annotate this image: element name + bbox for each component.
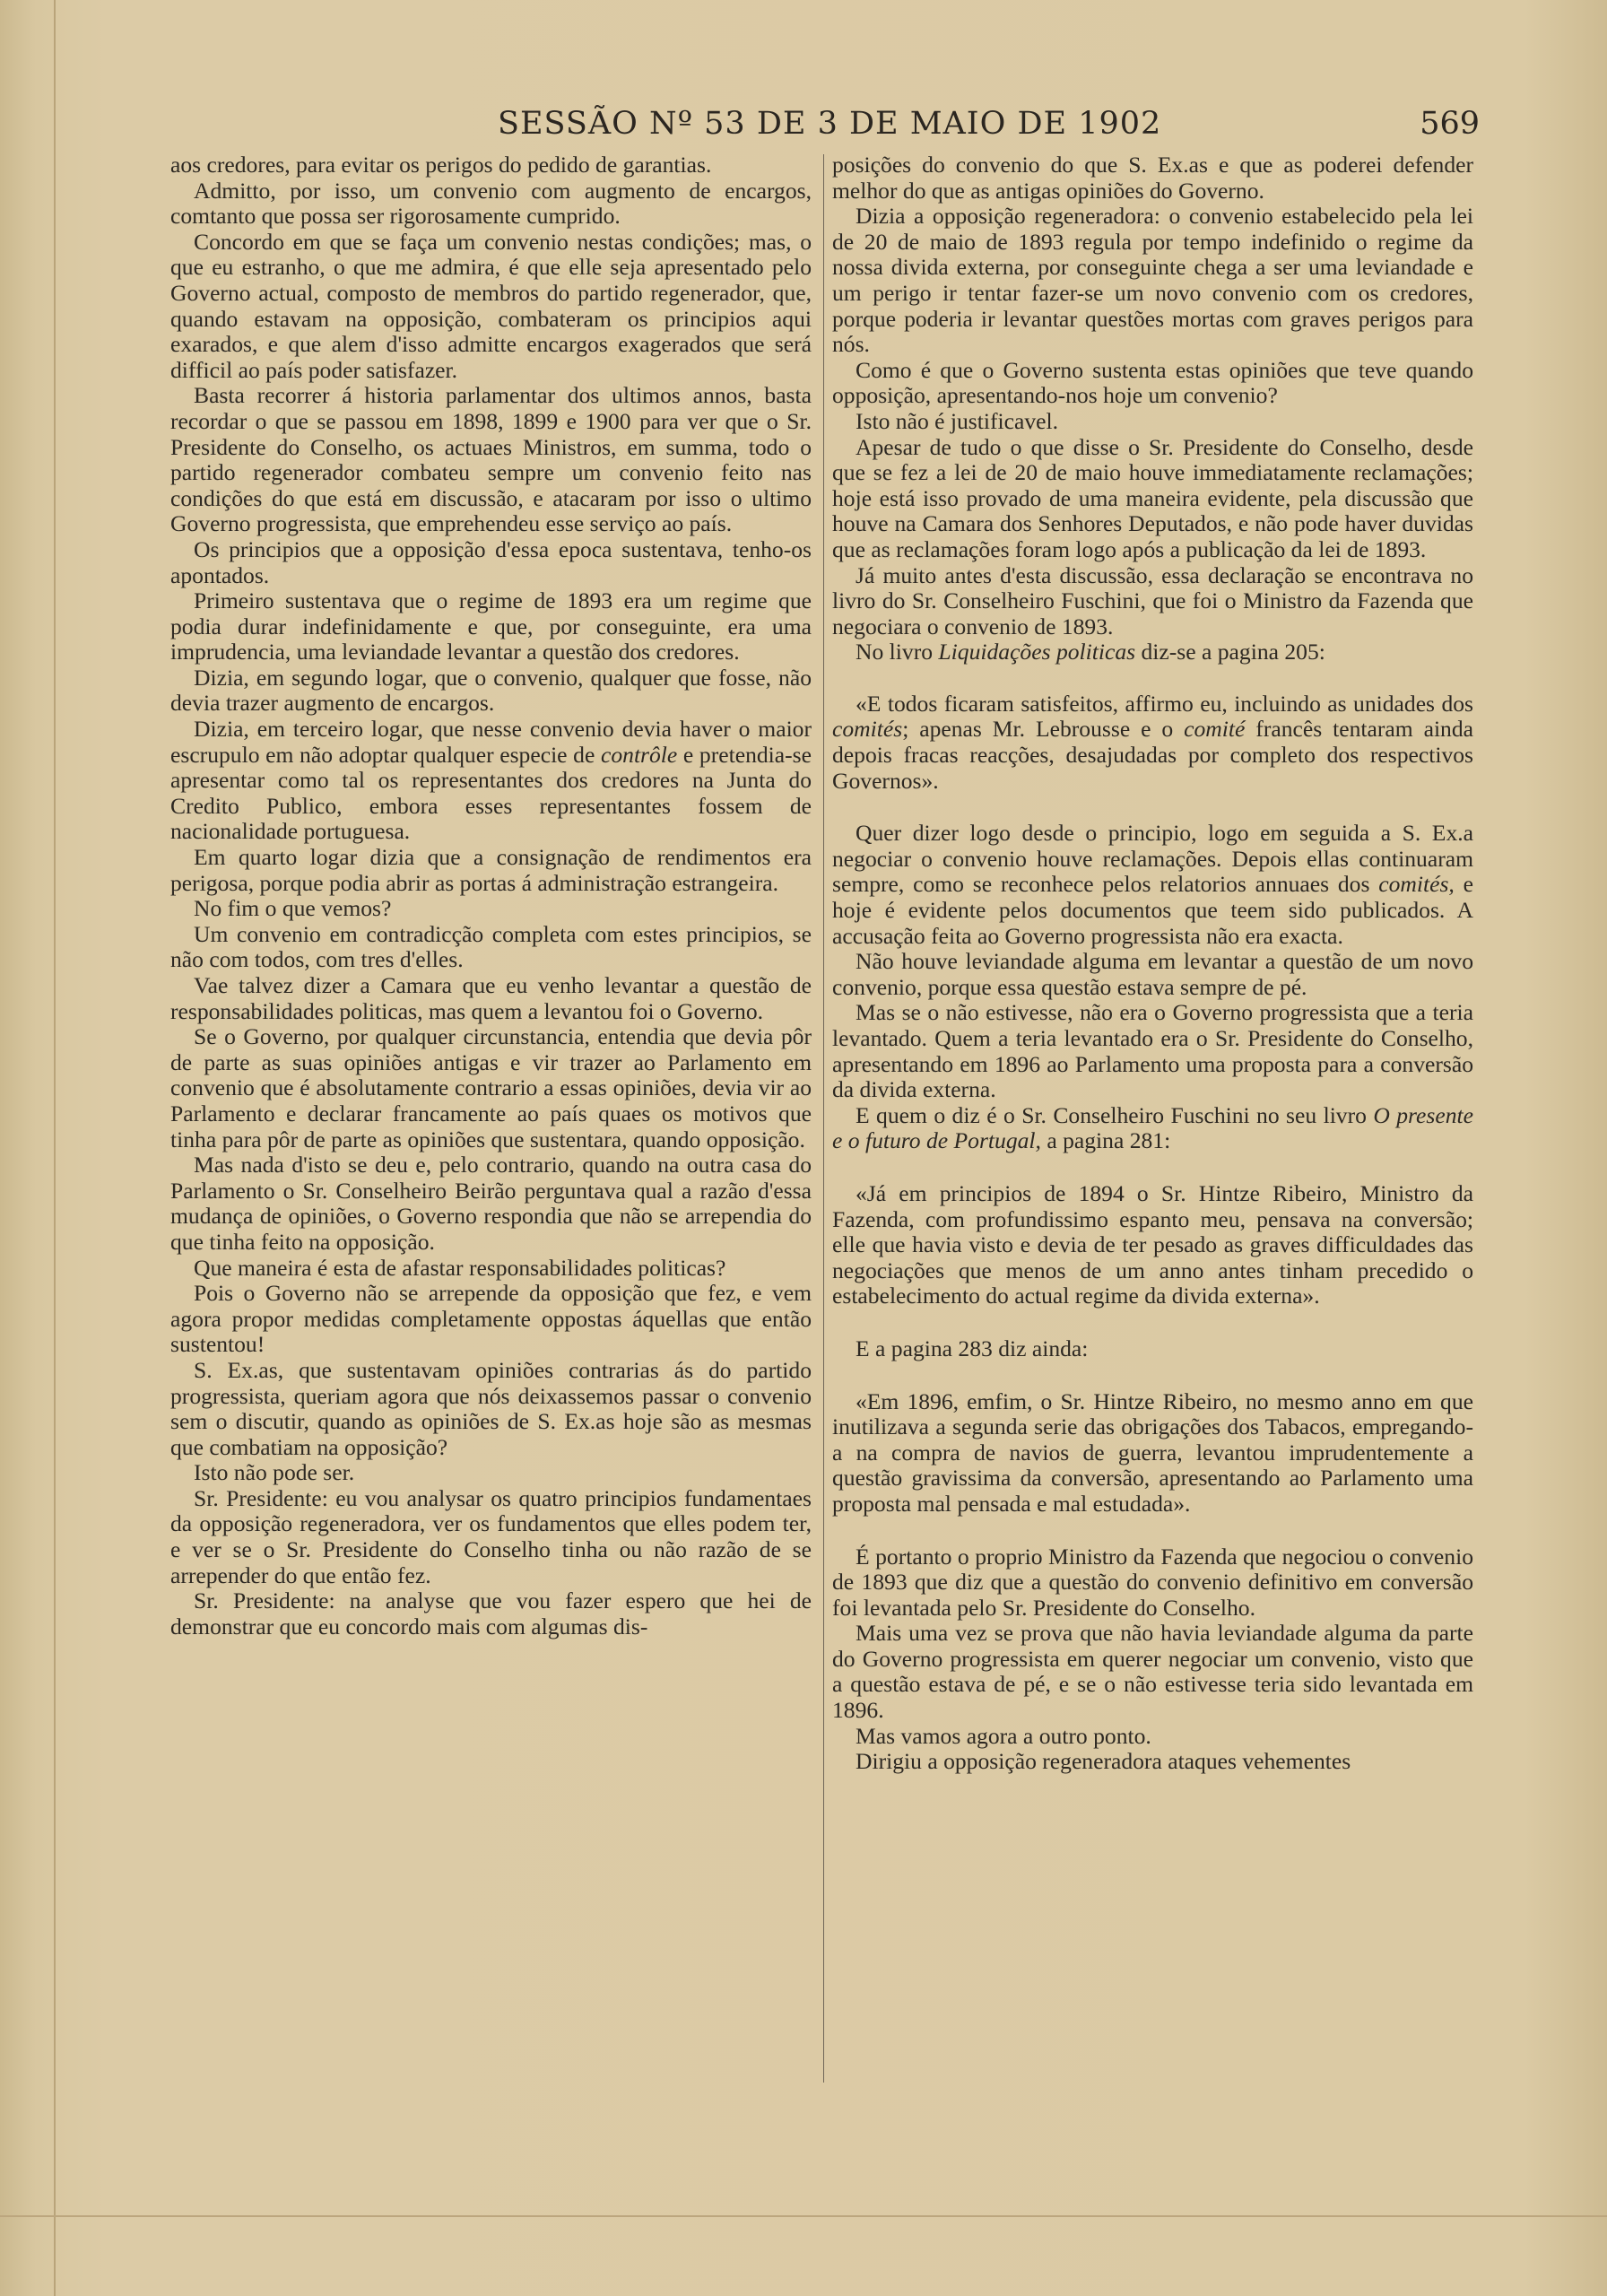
paragraph: Isto não é justificavel. (856, 407, 1059, 434)
page-header (170, 100, 1480, 151)
paragraph: Como é que o Governo sustenta estas opiniões que teve quando opposição, apresentando-nos hoje um convenio? (832, 356, 1473, 409)
paragraph: Apesar de tudo o que disse o Sr. Presidente do Conselho, desde que se fez a lei de 20 de maio houve immediatamente reclamações; hoje está isso provado de uma maneira evidente, pela discussão que houve na Camara dos Senhores Deputados, e não pode haver duvidas que as reclamações foram logo após a publicação da lei de 1893. (832, 433, 1473, 562)
book-title: O presente e o futuro de Portugal, (832, 1101, 1473, 1154)
paragraph: Mas se o não estivesse, não era o Governo progressista que a teria levantado. Quem a teria levantado era o Sr. Presidente do Conselho, apresentando em 1896 ao Parlamento uma proposta para a conversão da divida externa. (832, 999, 1473, 1103)
paragraph: Basta recorrer á historia parlamentar dos ultimos annos, basta recordar o que se passou em 1898, 1899 e 1900 para ver que o Sr. Presidente do Conselho, os actuaes Ministros, em summa, todo o partido regenerador combateu sempre um convenio feito nas condições do que está em discussão, e atacaram por isso o ultimo Governo progressista, que emprehendeu esse serviço ao país. (170, 382, 812, 537)
paragraph: S. Ex.as, que sustentavam opiniões contrarias ás do partido progressista, queriam agora que nós deixassemos passar o convenio sem o discutir, quando as opiniões de S. Ex.as hoje são as mesmas que combatiam na opposição? (170, 1356, 812, 1460)
italic-term: comités, (1378, 871, 1455, 898)
book-title: Liquidações politicas (938, 639, 1136, 665)
binding-edge (54, 0, 56, 2296)
quotation: «Já em principios de 1894 o Sr. Hintze Ribeiro, Ministro da Fazenda, com profundissimo espanto meu, pensava na conversão; elle que havia visto e devia de ter pesado as graves difficuldades das negociações que menos de um anno antes tinham precedido o estabelecimento do actual regime da divida externa». (832, 1179, 1473, 1309)
paragraph (170, 717, 812, 845)
paragraph: Mais uma vez se prova que não havia leviandade alguma da parte do Governo progressista em querer negociar um convenio, visto que a questão estava de pé, e se o não estivesse teria sido levantada em 1896. (832, 1620, 1473, 1724)
spacer (832, 1309, 1473, 1336)
column-divider (823, 154, 824, 2083)
session-title: SESSÃO Nº 53 DE 3 DE MAIO DE 1902 (498, 106, 1162, 142)
text-run: ; apenas Mr. Lebrousse e o (902, 716, 1185, 743)
right-column (832, 152, 1473, 1775)
quotation: «Em 1896, emfim, o Sr. Hintze Ribeiro, no mesmo anno em que inutilizava a segunda serie das obrigações dos Tabacos, empregando-a na compra de navios de guerra, levantou imprudentemente a questão gravissima da conversão, apresentando ao Parlamento uma proposta mal pensada e mal estudada». (832, 1387, 1473, 1517)
spacer (832, 665, 1473, 691)
paragraph: Já muito antes d'esta discussão, essa declaração se encontrava no livro do Sr. Conselheiro Fuschini, que foi o Ministro da Fazenda que negociara o convenio de 1893. (832, 561, 1473, 639)
paragraph: Pois o Governo não se arrepende da opposição que fez, e vem agora propor medidas completamente oppostas áquellas que então sustentou! (170, 1280, 812, 1358)
page-number: 569 (1420, 106, 1480, 142)
paragraph: Admitto, por isso, um convenio com augmento de encargos, comtanto que possa ser rigorosamente cumprido. (170, 177, 812, 230)
paragraph (832, 1103, 1473, 1154)
paragraph: Isto não pode ser. (194, 1459, 355, 1486)
paragraph: Se o Governo, por qualquer circunstancia, entendia que devia pôr de parte as suas opiniões antigas e vir trazer ao Parlamento em convenio que é absolutamente contrario a essas opiniões, devia vir ao Parlamento e declarar francamente ao país quaes os motivos que tinha para pôr de parte as opiniões que sustentara, quando opposição. (170, 1023, 812, 1152)
text-run: Dizia, em terceiro logar, que nesse convenio devia haver o maior escrupulo em não adoptar qualquer especie de (170, 716, 812, 768)
paragraph: posições do convenio do que S. Ex.as e que as poderei defender melhor do que as antigas opiniões do Governo. (832, 152, 1473, 204)
paragraph: Concordo em que se faça um convenio nestas condições; mas, o que eu estranho, o que me admira, é que elle seja apresentado pelo Governo actual, composto de membros do partido regenerador, que, quando estavam na opposição, combateram os principios aqui exarados, e que alem d'isso admitte encargos exagerados que será difficil ao país poder satisfazer. (170, 228, 812, 383)
italic-term: comités (832, 716, 903, 743)
paragraph: Que maneira é esta de afastar responsabilidades politicas? (194, 1254, 726, 1281)
spacer (832, 794, 1473, 821)
text-run: francês tentaram ainda depois fracas reacções, desajudadas por completo dos respectivos Governos». (832, 716, 1474, 794)
paragraph (832, 821, 1473, 949)
quotation (832, 691, 1473, 794)
paragraph: Dizia a opposição regeneradora: o convenio estabelecido pela lei de 20 de maio de 1893 regula por tempo indefinido o regime da nossa divida externa, por conseguinte chega a ser uma leviandade e um perigo ir tentar fazer-se um novo convenio com os credores, porque poderia ir levantar questões mortas com graves perigos para nós. (832, 203, 1473, 358)
text-run: E quem o diz é o Sr. Conselheiro Fuschini no seu livro (856, 1101, 1374, 1128)
paragraph: Dirigiu a opposição regeneradora ataques vehementes (856, 1748, 1351, 1775)
text-run: No livro (856, 639, 939, 665)
text-run: e pretendia-se apresentar como tal os representantes dos credores na Junta do Credito Publico, embora esses representantes fossem de nacionalidade portuguesa. (170, 741, 812, 845)
paragraph: E a pagina 283 diz ainda: (856, 1335, 1089, 1361)
paragraph: Mas nada d'isto se deu e, pelo contrario, quando na outra casa do Parlamento o Sr. Conselheiro Beirão perguntava qual a razão d'essa mudança de opiniões, o Governo respondia que não se arrependia do que tinha feito na opposição. (170, 1152, 812, 1255)
text-run: a pagina 281: (1040, 1127, 1171, 1154)
left-column (170, 152, 812, 1639)
paragraph: Vae talvez dizer a Camara que eu venho levantar a questão de responsabilidades politicas, mas quem a levantou foi o Governo. (170, 972, 812, 1024)
paragraph: É portanto o proprio Ministro da Fazenda que negociou o convenio de 1893 que diz que a questão do convenio definitivo em conversão foi levantada pelo Sr. Presidente do Conselho. (832, 1543, 1473, 1621)
paragraph: Sr. Presidente: na analyse que vou fazer espero que hei de demonstrar que eu concordo mais com algumas dis- (170, 1587, 812, 1639)
italic-term: comité (1184, 716, 1246, 743)
paragraph: Em quarto logar dizia que a consignação de rendimentos era perigosa, porque podia abrir as portas á administração estrangeira. (170, 844, 812, 896)
paragraph (832, 639, 1473, 665)
spacer (832, 1154, 1473, 1181)
text-run: diz-se a pagina 205: (1135, 639, 1325, 665)
paragraph: aos credores, para evitar os perigos do pedido de garantias. (170, 152, 712, 178)
text-run: Quer dizer logo desde o principio, logo em seguida a S. Ex.a negociar o convenio houve reclamações. Depois ellas continuaram sempre, como se reconhece pelos relatorios annuaes dos (832, 820, 1473, 898)
text-run: e hoje é evidente pelos documentos que teem sido publicados. A accusação feita ao Governo progressista não era exacta. (832, 871, 1474, 949)
paragraph: Dizia, em segundo logar, que o convenio, qualquer que fosse, não devia trazer augmento de encargos. (170, 664, 812, 717)
paragraph: Mas vamos agora a outro ponto. (856, 1722, 1151, 1749)
spacer (832, 1518, 1473, 1544)
paragraph: Sr. Presidente: eu vou analysar os quatro principios fundamentaes da opposição regeneradora, ver os fundamentos que elles podem ter, e ver se o Sr. Presidente do Conselho tinha ou não razão de se arrepender do que então fez. (170, 1484, 812, 1588)
paragraph: Os principios que a opposição d'essa epoca sustentava, tenho-os apontados. (170, 535, 812, 588)
paragraph: Primeiro sustentava que o regime de 1893 era um regime que podia durar indefinidamente e que, por conseguinte, era uma imprudencia, uma leviandade levantar a questão dos credores. (170, 587, 812, 665)
paragraph: No fim o que vemos? (194, 895, 392, 922)
page-bottom-edge (0, 2215, 1607, 2217)
paragraph: Não houve leviandade alguma em levantar a questão de um novo convenio, porque essa questão estava sempre de pé. (832, 948, 1473, 1000)
paragraph: Um convenio em contradicção completa com estes principios, se não com todos, com tres d'elles. (170, 920, 812, 973)
spacer (832, 1362, 1473, 1389)
text-run: «E todos ficaram satisfeitos, affirmo eu, incluindo as unidades dos (856, 690, 1473, 717)
italic-term: contrôle (600, 741, 678, 768)
